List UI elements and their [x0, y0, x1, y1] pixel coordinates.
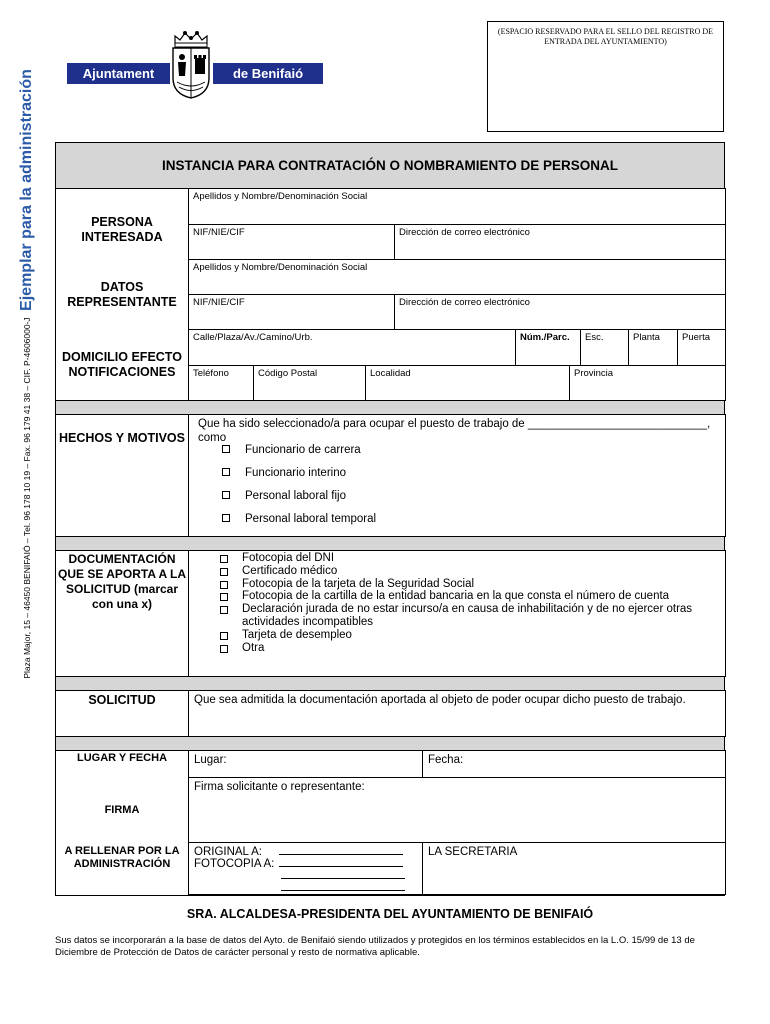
- persona-name-label: Apellidos y Nombre/Denominación Social: [193, 191, 368, 202]
- solicitud-text: Que sea admitida la documentación aportada al objeto de poder ocupar dicho puesto de trabajo.: [194, 694, 686, 706]
- checkbox[interactable]: [220, 632, 228, 640]
- checkbox[interactable]: [220, 555, 228, 563]
- persona-nif-field[interactable]: [188, 224, 395, 260]
- doc-item-otra[interactable]: [220, 642, 720, 655]
- option-label: Personal laboral fijo: [245, 490, 347, 502]
- logo-text-left: Ajuntament: [67, 63, 170, 84]
- checkbox[interactable]: [222, 468, 230, 476]
- persona-label: PERSONA INTERESADA: [81, 215, 163, 244]
- option-funcionario-interino[interactable]: [222, 467, 346, 479]
- option-label: Personal laboral temporal: [245, 513, 377, 525]
- domicilio-localidad-label: Localidad: [370, 368, 411, 379]
- domicilio-telefono-field[interactable]: [188, 365, 254, 401]
- representante-label: DATOS REPRESENTANTE: [67, 280, 177, 309]
- option-label: Funcionario interino: [245, 467, 347, 479]
- domicilio-esc-field[interactable]: [580, 329, 629, 366]
- domicilio-puerta-field[interactable]: [677, 329, 726, 366]
- domicilio-planta-field[interactable]: [628, 329, 678, 366]
- application-form: [55, 142, 725, 896]
- addressee-title: SRA. ALCALDESA-PRESIDENTA DEL AYUNTAMIENTO DE BENIFAIÓ: [186, 907, 594, 921]
- domicilio-provincia-label: Provincia: [574, 368, 614, 379]
- doc-item-desempleo[interactable]: [220, 629, 720, 642]
- doc-item-cartilla[interactable]: [220, 590, 720, 603]
- doc-label: Tarjeta de desempleo: [242, 628, 352, 641]
- lugar-field[interactable]: [188, 750, 423, 778]
- doc-label: Declaración jurada de no estar incurso/a en causa de inhabilitación y de no ejercer otras actividades incompatibles: [242, 603, 693, 628]
- solicitud-box: [188, 690, 726, 737]
- secretaria-box: [422, 842, 726, 895]
- doc-label: Fotocopia del DNI: [242, 552, 335, 564]
- fotocopia-label: FOTOCOPIA A:: [194, 858, 275, 870]
- checkbox[interactable]: [222, 514, 230, 522]
- coat-of-arms-icon: [167, 30, 215, 100]
- domicilio-provincia-field[interactable]: [569, 365, 726, 401]
- representante-email-field[interactable]: [394, 294, 726, 330]
- domicilio-num-field[interactable]: [515, 329, 581, 366]
- doc-item-declaracion[interactable]: [220, 603, 720, 629]
- fotocopia-line[interactable]: [279, 866, 403, 867]
- option-laboral-fijo[interactable]: [222, 490, 346, 502]
- persona-nif-label: NIF/NIE/CIF: [193, 227, 245, 238]
- checkbox[interactable]: [222, 491, 230, 499]
- domicilio-num-label: Núm./Parc.: [520, 332, 570, 343]
- domicilio-cp-field[interactable]: [253, 365, 366, 401]
- form-title: INSTANCIA PARA CONTRATACIÓN O NOMBRAMIENTO DE PERSONAL: [56, 143, 724, 189]
- lugar-label: LUGAR Y FECHA: [76, 752, 168, 764]
- doc-item-certificado[interactable]: [220, 565, 720, 578]
- fotocopia-line-3[interactable]: [281, 890, 405, 891]
- domicilio-esc-label: Esc.: [585, 332, 604, 343]
- domicilio-cp-label: Código Postal: [258, 368, 318, 379]
- hechos-como: como: [198, 432, 227, 444]
- separator-band: [56, 536, 724, 551]
- domicilio-street-field[interactable]: [188, 329, 516, 366]
- secretaria-label: LA SECRETARIA: [428, 846, 518, 858]
- checkbox[interactable]: [220, 568, 228, 576]
- representante-email-label: Dirección de correo electrónico: [399, 297, 530, 308]
- doc-label: Fotocopia de la cartilla de la entidad bancaria en la que consta el número de cuenta: [242, 590, 670, 603]
- persona-name-field[interactable]: [188, 188, 726, 225]
- documentacion-list: [220, 552, 720, 654]
- doc-label: Otra: [242, 641, 265, 654]
- hechos-intro: Que ha sido seleccionado/a para ocupar el puesto de trabajo de ____________________________,: [198, 418, 711, 430]
- privacy-note: Sus datos se incorporarán a la base de datos del Ayto. de Benifaió siendo utilizados y protegidos en los términos establecidos en la L.O. 15/99 de 13 de Diciembre de Protección de Datos de carácter personal y resto de normativa aplicable.: [55, 935, 695, 958]
- domicilio-localidad-field[interactable]: [365, 365, 570, 401]
- representante-nif-field[interactable]: [188, 294, 395, 330]
- checkbox[interactable]: [222, 445, 230, 453]
- original-line[interactable]: [279, 854, 403, 855]
- separator-band: [56, 736, 724, 751]
- firma-field[interactable]: [188, 777, 726, 843]
- hechos-label: HECHOS Y MOTIVOS: [59, 431, 185, 445]
- representante-name-label: Apellidos y Nombre/Denominación Social: [193, 262, 368, 273]
- side-title: Ejemplar para la administración: [18, 69, 35, 311]
- doc-label: Fotocopia de la tarjeta de la Seguridad Social: [242, 577, 475, 590]
- doc-item-seguridad-social[interactable]: [220, 578, 720, 591]
- option-funcionario-carrera[interactable]: [222, 444, 361, 456]
- separator-band: [56, 400, 724, 415]
- fecha-field-label: Fecha:: [428, 754, 464, 766]
- domicilio-puerta-label: Puerta: [682, 332, 710, 343]
- separator-band: [56, 676, 724, 691]
- doc-item-dni[interactable]: [220, 552, 720, 565]
- representante-name-field[interactable]: [188, 259, 726, 295]
- logo-text-right: de Benifaió: [213, 63, 323, 84]
- representante-nif-label: NIF/NIE/CIF: [193, 297, 245, 308]
- registry-stamp-box: (ESPACIO RESERVADO PARA EL SELLO DEL REGISTRO DE ENTRADA DEL AYUNTAMIENTO): [487, 21, 724, 132]
- fecha-field[interactable]: [422, 750, 726, 778]
- doc-label: Certificado médico: [242, 564, 338, 577]
- domicilio-planta-label: Planta: [633, 332, 660, 343]
- admin-label: A RELLENAR POR LA ADMINISTRACIÓN: [64, 845, 180, 870]
- option-laboral-temporal[interactable]: [222, 513, 376, 525]
- original-label: ORIGINAL A:: [194, 846, 262, 858]
- firma-field-label: Firma solicitante o representante:: [194, 781, 365, 793]
- domicilio-label: DOMICILIO EFECTO NOTIFICACIONES: [62, 350, 182, 379]
- fotocopia-line-2[interactable]: [281, 878, 405, 879]
- domicilio-street-label: Calle/Plaza/Av./Camino/Urb.: [193, 332, 313, 343]
- persona-email-field[interactable]: [394, 224, 726, 260]
- firma-label: FIRMA: [104, 804, 140, 816]
- checkbox[interactable]: [220, 593, 228, 601]
- domicilio-telefono-label: Teléfono: [193, 368, 229, 379]
- checkbox[interactable]: [220, 606, 228, 614]
- admin-copies-box: [188, 842, 423, 895]
- side-address: Plaza Major, 15 – 46450 BENIFAIÓ – Tel. 96 178 10 19 – Fax. 96 179 41 38 – CIF. P-4606000-J: [22, 317, 32, 679]
- checkbox[interactable]: [220, 645, 228, 653]
- checkbox[interactable]: [220, 581, 228, 589]
- lugar-field-label: Lugar:: [194, 754, 227, 766]
- solicitud-label: SOLICITUD: [88, 693, 156, 707]
- option-label: Funcionario de carrera: [245, 444, 361, 456]
- documentacion-label: DOCUMENTACIÓN QUE SE APORTA A LA SOLICITUD (marcar con una x): [57, 552, 186, 611]
- persona-email-label: Dirección de correo electrónico: [399, 227, 530, 238]
